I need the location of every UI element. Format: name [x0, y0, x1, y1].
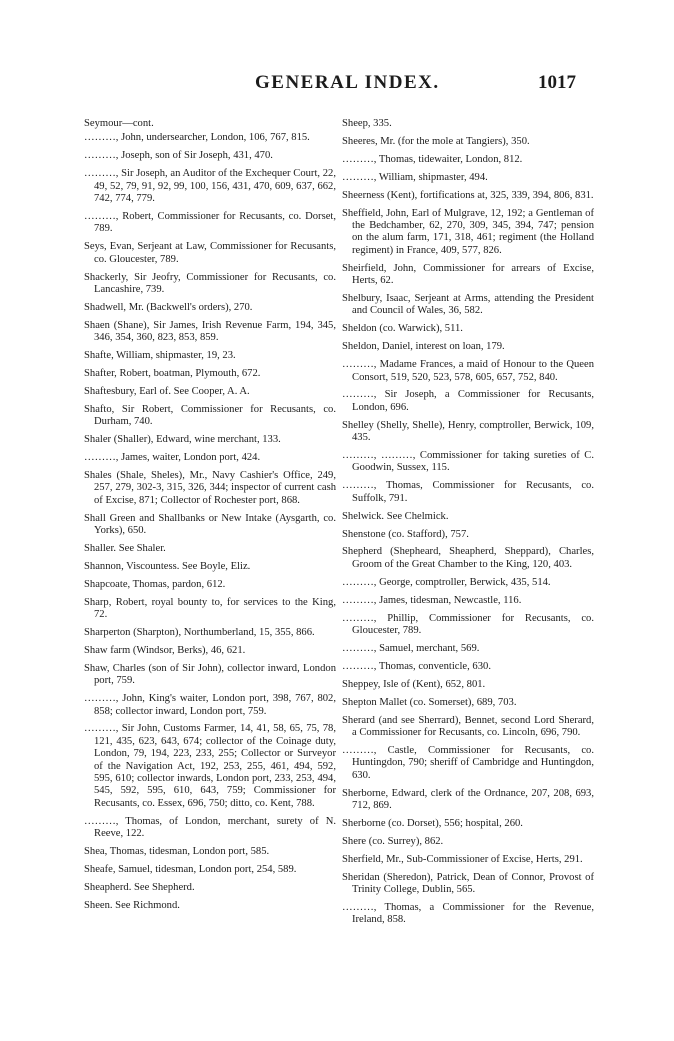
index-entry: ………, George, comptroller, Berwick, 435, 514.	[342, 576, 551, 588]
index-entry: Shales (Shale, Sheles), Mr., Navy Cashier's Office, 249, 257, 279, 302-3, 315, 326, 344; inspector of current cash of Excise, 871; Collector of Rochester port, 868.	[84, 469, 336, 506]
index-entry: Shaen (Shane), Sir James, Irish Revenue Farm, 194, 345, 346, 354, 360, 823, 853, 859.	[84, 319, 336, 344]
index-entry: Sherborne (co. Dorset), 556; hospital, 260.	[342, 817, 523, 829]
index-entry: Sheridan (Sheredon), Patrick, Dean of Connor, Provost of Trinity College, Dublin, 565.	[342, 871, 594, 895]
index-entry: ………, Sir John, Customs Farmer, 14, 41, 58, 65, 75, 78, 121, 435, 623, 643, 674; collector of the Coinage duty, London, 79, 194, 223, 233, 255; Collector or Surveyor of the Navigation Act, 192, 253, 255, 461, 494, 592, 595, 610; collector inwards, London port, 233, 253, 494, 545, 592, 595, 610, 643, 759; Commissioner for Recusants, co. Essex, 696, 750; ditto, co. Kent, 788.	[84, 723, 336, 809]
index-entry: ………, James, waiter, London port, 424.	[84, 452, 261, 464]
index-entry: Sherborne, Edward, clerk of the Ordnance, 207, 208, 693, 712, 869.	[342, 787, 594, 811]
index-entry: Shadwell, Mr. (Backwell's orders), 270.	[84, 301, 253, 313]
index-entry: Sheldon, Daniel, interest on loan, 179.	[342, 341, 505, 353]
index-entry: Shaler (Shaller), Edward, wine merchant, 133.	[84, 434, 281, 446]
index-entry: Shall Green and Shallbanks or New Intake (Aysgarth, co. Yorks), 650.	[84, 512, 336, 537]
index-column-left	[84, 118, 336, 918]
page-header	[0, 72, 674, 94]
index-entry: ………, James, tidesman, Newcastle, 116.	[342, 594, 522, 606]
index-entry: Shaller. See Shaler.	[84, 542, 166, 554]
index-entry: Shafter, Robert, boatman, Plymouth, 672.	[84, 368, 261, 379]
index-entry: Shere (co. Surrey), 862.	[342, 835, 444, 847]
index-entry: Shelbury, Isaac, Serjeant at Arms, attending the President and Council of Wales, 36, 582.	[342, 292, 594, 317]
index-entry: Sheapherd. See Shepherd.	[84, 881, 195, 893]
index-entry: ………, Robert, Commissioner for Recusants, co. Dorset, 789.	[84, 210, 336, 235]
index-entry: Sharp, Robert, royal bounty to, for services to the King, 72.	[84, 596, 336, 621]
index-entry: ………, Joseph, son of Sir Joseph, 431, 470.	[84, 150, 273, 162]
index-entry: Sherard (and see Sherrard), Bennet, second Lord Sherard, a Commissioner for Recusants, co. Lincoln, 696, 790.	[342, 714, 594, 738]
index-entry: Shackerly, Sir Jeofry, Commissioner for Recusants, co. Lancashire, 739.	[84, 271, 336, 295]
index-entry: Shea, Thomas, tidesman, London port, 585.	[84, 846, 270, 858]
running-title: GENERAL INDEX.	[255, 72, 440, 93]
index-entry: Sheafe, Samuel, tidesman, London port, 254, 589.	[84, 864, 297, 875]
page-number: 1017	[538, 72, 576, 93]
index-entry: Sharperton (Sharpton), Northumberland, 15, 355, 866.	[84, 627, 315, 638]
index-entry: Shepherd (Shepheard, Sheapherd, Sheppard), Charles, Groom of the Great Chamber to the King, 120, 403.	[342, 546, 594, 570]
index-entry: Shaw farm (Windsor, Berks), 46, 621.	[84, 644, 246, 656]
index-entry: ………, Thomas, of London, merchant, surety of N. Reeve, 122.	[84, 815, 336, 840]
index-entry: ………, Thomas, a Commissioner for the Revenue, Ireland, 858.	[342, 901, 594, 926]
index-entry: ………, Thomas, conventicle, 630.	[342, 660, 491, 672]
index-entry: ………, John, King's waiter, London port, 398, 767, 802, 858; collector inward, London port, 759.	[84, 693, 336, 717]
index-entry: ………, Samuel, merchant, 569.	[342, 642, 480, 654]
index-entry: Sheirfield, John, Commissioner for arrears of Excise, Herts, 62.	[342, 262, 594, 287]
index-entry: Sheep, 335.	[342, 118, 392, 129]
index-entry: Shafto, Sir Robert, Commissioner for Recusants, co. Durham, 740.	[84, 403, 336, 428]
index-entry: ………, Phillip, Commissioner for Recusants, co. Gloucester, 789.	[342, 612, 594, 636]
index-entry: Shepton Mallet (co. Somerset), 689, 703.	[342, 696, 517, 708]
index-entry: ………, William, shipmaster, 494.	[342, 171, 488, 183]
index-entry: Shelley (Shelly, Shelle), Henry, comptroller, Berwick, 109, 435.	[342, 419, 594, 444]
index-entry: Sheppey, Isle of (Kent), 652, 801.	[342, 678, 486, 690]
index-entry: Sheen. See Richmond.	[84, 899, 180, 911]
index-entry: ………, Castle, Commissioner for Recusants, co. Huntingdon, 790; sheriff of Cambridge and Huntingdon, 630.	[342, 744, 594, 781]
index-entry: ………, Sir Joseph, an Auditor of the Exchequer Court, 22, 49, 52, 79, 91, 92, 99, 100, 156, 431, 470, 609, 637, 662, 742, 774, 779.	[84, 168, 336, 205]
index-entry: Shapcoate, Thomas, pardon, 612.	[84, 578, 226, 590]
index-entry: Sheerness (Kent), fortifications at, 325, 339, 394, 806, 831.	[342, 189, 594, 201]
index-entry: Seymour—cont.	[84, 118, 154, 129]
index-entry: Sheldon (co. Warwick), 511.	[342, 323, 463, 335]
index-entry: Shannon, Viscountess. See Boyle, Eliz.	[84, 560, 251, 572]
index-entry: Sherfield, Mr., Sub-Commissioner of Excise, Herts, 291.	[342, 853, 583, 865]
index-entry: Shafte, William, shipmaster, 19, 23.	[84, 350, 236, 362]
index-entry: Shenstone (co. Stafford), 757.	[342, 528, 469, 540]
index-entry: ………, John, undersearcher, London, 106, 767, 815.	[84, 132, 310, 144]
index-entry: ………, Thomas, Commissioner for Recusants, co. Suffolk, 791.	[342, 480, 594, 504]
index-entry: Shaftesbury, Earl of. See Cooper, A. A.	[84, 385, 250, 397]
index-entry: Sheeres, Mr. (for the mole at Tangiers), 350.	[342, 135, 530, 147]
index-column-right	[342, 118, 594, 932]
index-entry: ………, ………, Commissioner for taking sureties of C. Goodwin, Sussex, 115.	[342, 450, 594, 474]
index-entry: ………, Sir Joseph, a Commissioner for Recusants, London, 696.	[342, 389, 594, 413]
index-entry: Seys, Evan, Serjeant at Law, Commissioner for Recusants, co. Gloucester, 789.	[84, 241, 336, 265]
index-entry: Shaw, Charles (son of Sir John), collector inward, London port, 759.	[84, 662, 336, 687]
index-entry: Sheffield, John, Earl of Mulgrave, 12, 192; a Gentleman of the Bedchamber, 62, 270, 309, 345, 394, 747; pension on the alum farm, 171, 318, 461; regiment (the Holland regiment) in France, 409, 577, 826.	[342, 207, 594, 256]
index-entry: ………, Thomas, tidewaiter, London, 812.	[342, 153, 523, 165]
index-entry: ………, Madame Frances, a maid of Honour to the Queen Consort, 519, 520, 523, 578, 605, 657, 752, 840.	[342, 359, 594, 383]
index-entry: Shelwick. See Chelmick.	[342, 510, 449, 522]
